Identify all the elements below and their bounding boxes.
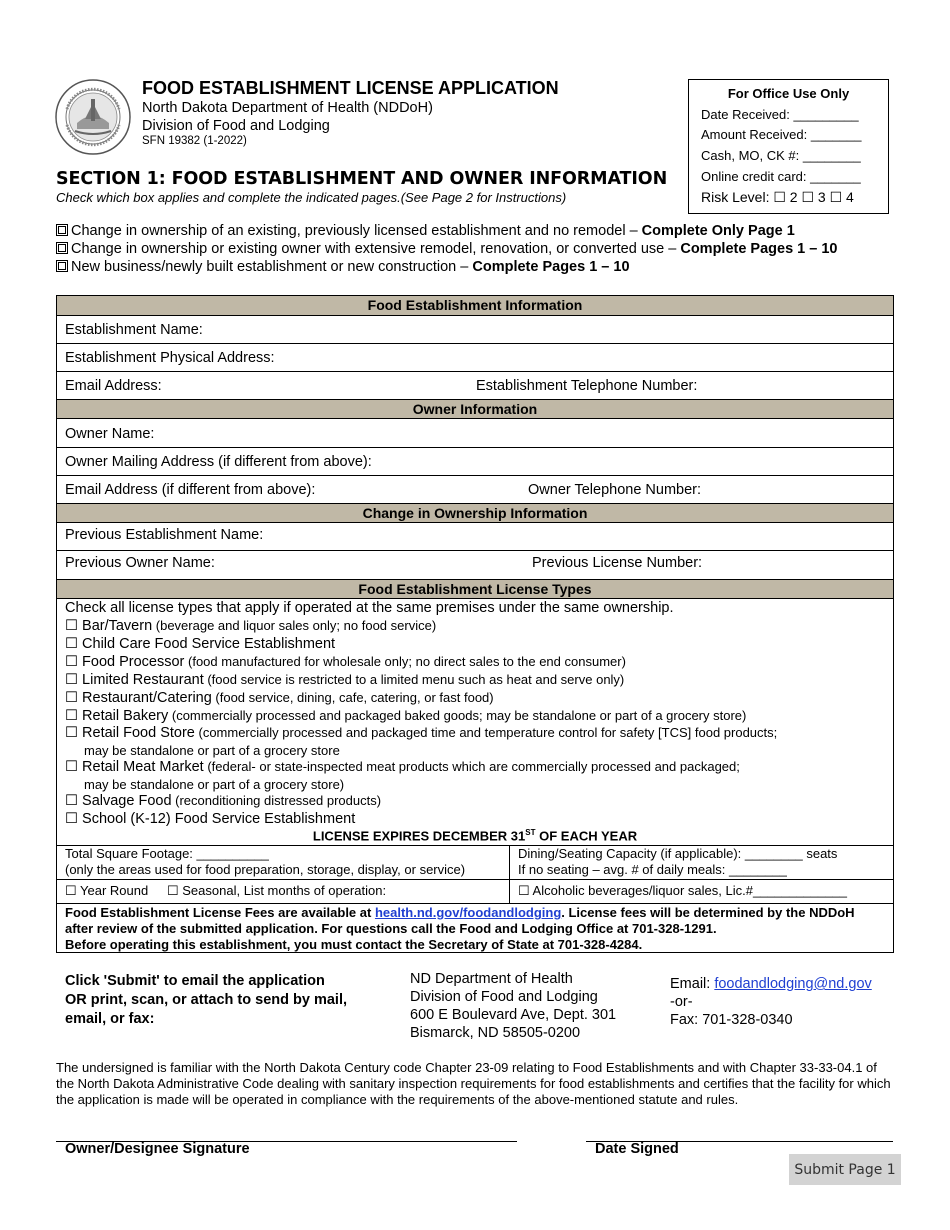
date-received-field: Date Received: _________ [701, 107, 859, 122]
establishment-email-label: Email Address: [65, 378, 162, 394]
daily-meals-label: If no seating – avg. # of daily meals: ________ [518, 862, 787, 877]
license-retail-meat-market[interactable]: ☐ Retail Meat Market (federal- or state-inspected meat products which are commercially processed and packaged; [65, 759, 740, 775]
risk-level-field: Risk Level: ☐ 2 ☐ 3 ☐ 4 [701, 189, 854, 205]
online-card-field: Online credit card: _______ [701, 169, 861, 184]
license-food-processor[interactable]: ☐ Food Processor (food manufactured for wholesale only; no direct sales to the end consumer) [65, 654, 626, 670]
mailing-address: ND Department of Health Division of Food and Lodging 600 E Boulevard Ave, Dept. 301 Bismarck, ND 58505-0200 [410, 971, 617, 1041]
form-title: FOOD ESTABLISHMENT LICENSE APPLICATION [142, 78, 559, 98]
alcohol-sales-checkbox[interactable]: ☐ Alcoholic beverages/liquor sales, Lic.#_____________ [518, 883, 847, 898]
seasonal-checkbox[interactable]: ☐ Seasonal, List months of operation: [167, 883, 387, 898]
application-table [56, 295, 894, 953]
office-use-box [688, 79, 889, 214]
license-fees-notice: Food Establishment License Fees are available at health.nd.gov/foodandlodging. License fees will be determined by the NDDoH after review of the submitted application. For questions call the Food and Lodging Office at 701-328-1291. Before operating this establishment, you must contact the Secretary of State at 701-328-4284. [65, 905, 855, 952]
previous-license-label: Previous License Number: [532, 555, 703, 571]
date-signed-label: Date Signed [595, 1141, 679, 1157]
form-number: SFN 19382 (1-2022) [142, 135, 247, 147]
contact-info: Email: foodandlodging@nd.gov -or- Fax: 701-328-0340 [670, 976, 872, 1028]
license-types-heading: Food Establishment License Types [57, 579, 893, 599]
previous-owner-label: Previous Owner Name: [65, 555, 215, 571]
license-expiration-notice: LICENSE EXPIRES DECEMBER 31ST OF EACH YEAR [312, 828, 638, 844]
owner-mailing-label: Owner Mailing Address (if different from above): [65, 454, 372, 470]
year-round-checkbox[interactable]: ☐ Year Round [65, 883, 149, 898]
office-use-title: For Office Use Only [727, 86, 850, 101]
license-salvage-food[interactable]: ☐ Salvage Food (reconditioning distressed products) [65, 793, 382, 809]
owner-email-label: Email Address (if different from above): [65, 482, 316, 498]
amount-received-field: Amount Received: _______ [701, 127, 862, 142]
option-remodel[interactable]: Change in ownership or existing owner with extensive remodel, renovation, or converted use – Complete Pages 1 – 10 [56, 241, 838, 257]
establishment-address-label: Establishment Physical Address: [65, 350, 275, 366]
submission-instructions: Click 'Submit' to email the application OR print, scan, or attach to send by mail, email, or fax: [65, 973, 347, 1027]
submit-button[interactable]: Submit Page 1 [789, 1154, 901, 1185]
owner-phone-label: Owner Telephone Number: [528, 482, 702, 498]
license-school-food-service[interactable]: ☐ School (K-12) Food Service Establishment [65, 811, 356, 827]
license-bar-tavern[interactable]: ☐ Bar/Tavern (beverage and liquor sales only; no food service) [65, 618, 437, 634]
checkbox[interactable] [56, 224, 68, 236]
section-title: SECTION 1: FOOD ESTABLISHMENT AND OWNER INFORMATION [56, 169, 668, 189]
seating-capacity-label: Dining/Seating Capacity (if applicable): ________ seats [518, 846, 838, 861]
previous-establishment-label: Previous Establishment Name: [65, 527, 264, 543]
checkbox[interactable] [56, 260, 68, 272]
email-link[interactable]: foodandlodging@nd.gov [714, 976, 872, 992]
agency-name: North Dakota Department of Health (NDDoH) [142, 100, 433, 116]
change-ownership-heading: Change in Ownership Information [57, 503, 893, 523]
license-retail-bakery[interactable]: ☐ Retail Bakery (commercially processed and packaged baked goods; may be standalone or part of a grocery store) [65, 708, 747, 724]
license-limited-restaurant[interactable]: ☐ Limited Restaurant (food service is restricted to a limited menu such as heat and serve only) [65, 672, 625, 688]
payment-field: Cash, MO, CK #: ________ [701, 148, 861, 163]
state-seal-icon [55, 79, 131, 155]
option-change-ownership[interactable]: Change in ownership of an existing, previously licensed establishment and no remodel – Complete Only Page 1 [56, 223, 795, 239]
option-new-business[interactable]: New business/newly built establishment or new construction – Complete Pages 1 – 10 [56, 259, 630, 275]
establishment-name-label: Establishment Name: [65, 322, 203, 338]
checkbox[interactable] [56, 242, 68, 254]
license-types-intro: Check all license types that apply if operated at the same premises under the same ownership. [65, 600, 674, 616]
license-restaurant-catering[interactable]: ☐ Restaurant/Catering (food service, dining, cafe, catering, or fast food) [65, 690, 494, 706]
square-footage-note: (only the areas used for food preparation, storage, display, or service) [65, 862, 466, 877]
certification-statement: The undersigned is familiar with the North Dakota Century code Chapter 23-09 relating to Food Establishments and with Chapter 33-33-04.1 of the North Dakota Administrative Code dealing with sanitary inspection requirements for food establishments and certifies that the facility for which the application is made will be operated in compliance with the requirements of the above-mentioned statute and rules. [56, 1060, 891, 1107]
square-footage-label: Total Square Footage: __________ [65, 846, 269, 861]
license-child-care[interactable]: ☐ Child Care Food Service Establishment [65, 636, 336, 652]
establishment-heading: Food Establishment Information [57, 296, 893, 316]
owner-heading: Owner Information [57, 399, 893, 419]
license-retail-food-store-note: may be standalone or part of a grocery store [84, 743, 340, 758]
license-retail-meat-market-note: may be standalone or part of a grocery store) [84, 777, 345, 792]
section-instructions: Check which box applies and complete the indicated pages.(See Page 2 for Instructions) [56, 190, 567, 205]
establishment-phone-label: Establishment Telephone Number: [476, 378, 698, 394]
owner-name-label: Owner Name: [65, 426, 155, 442]
division-name: Division of Food and Lodging [142, 118, 330, 134]
owner-signature-label: Owner/Designee Signature [65, 1141, 250, 1157]
license-retail-food-store[interactable]: ☐ Retail Food Store (commercially processed and packaged time and temperature control for safety [TCS] food products; [65, 725, 778, 741]
food-lodging-link[interactable]: health.nd.gov/foodandlodging [374, 905, 562, 920]
